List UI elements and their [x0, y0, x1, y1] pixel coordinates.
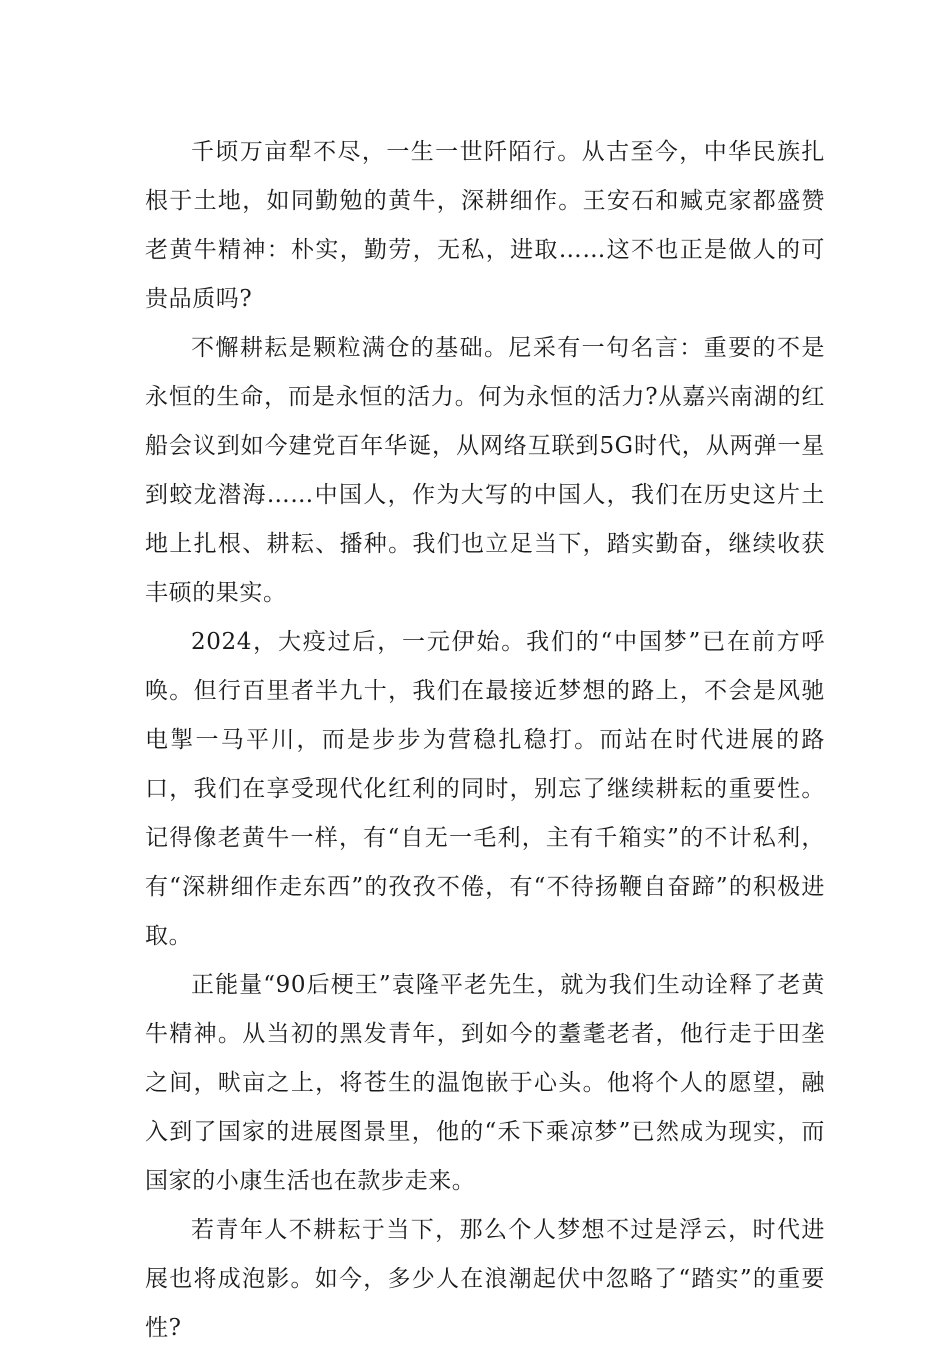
document-body [145, 128, 825, 1353]
paragraph-4: 正能量“90后梗王”袁隆平老先生，就为我们生动诠释了老黄牛精神。从当初的黑发青年，到如今的耋耄老者，他行走于田垄之间，畎亩之上，将苍生的温饱嵌于心头。他将个人的愿望，融入到了国家的进展图景里，他的“禾下乘凉梦”已然成为现实，而国家的小康生活也在款步走来。 [145, 972, 825, 1194]
paragraph-1: 千顷万亩犁不尽，一生一世阡陌行。从古至今，中华民族扎根于土地，如同勤勉的黄牛，深耕细作。王安石和臧克家都盛赞老黄牛精神：朴实，勤劳，无私，进取……这不也正是做人的可贵品质吗? [145, 139, 825, 312]
paragraph-5: 若青年人不耕耘于当下，那么个人梦想不过是浮云，时代进展也将成泡影。如今，多少人在浪潮起伏中忽略了“踏实”的重要性? [145, 1217, 825, 1341]
paragraph-2: 不懈耕耘是颗粒满仓的基础。尼采有一句名言：重要的不是永恒的生命，而是永恒的活力。何为永恒的活力?从嘉兴南湖的红船会议到如今建党百年华诞，从网络互联到5G时代，从两弹一星到蛟龙潜海……中国人，作为大写的中国人，我们在历史这片土地上扎根、耕耘、播种。我们也立足当下，踏实勤奋，继续收获丰硕的果实。 [145, 335, 825, 606]
paragraph-3: 2024，大疫过后，一元伊始。我们的“中国梦”已在前方呼唤。但行百里者半九十，我们在最接近梦想的路上，不会是风驰电掣一马平川，而是步步为营稳扎稳打。而站在时代进展的路口，我们在享受现代化红利的同时，别忘了继续耕耘的重要性。记得像老黄牛一样，有“自无一毛利，主有千箱实”的不计私利，有“深耕细作走东西”的孜孜不倦，有“不待扬鞭自奋蹄”的积极进取。 [145, 629, 825, 949]
